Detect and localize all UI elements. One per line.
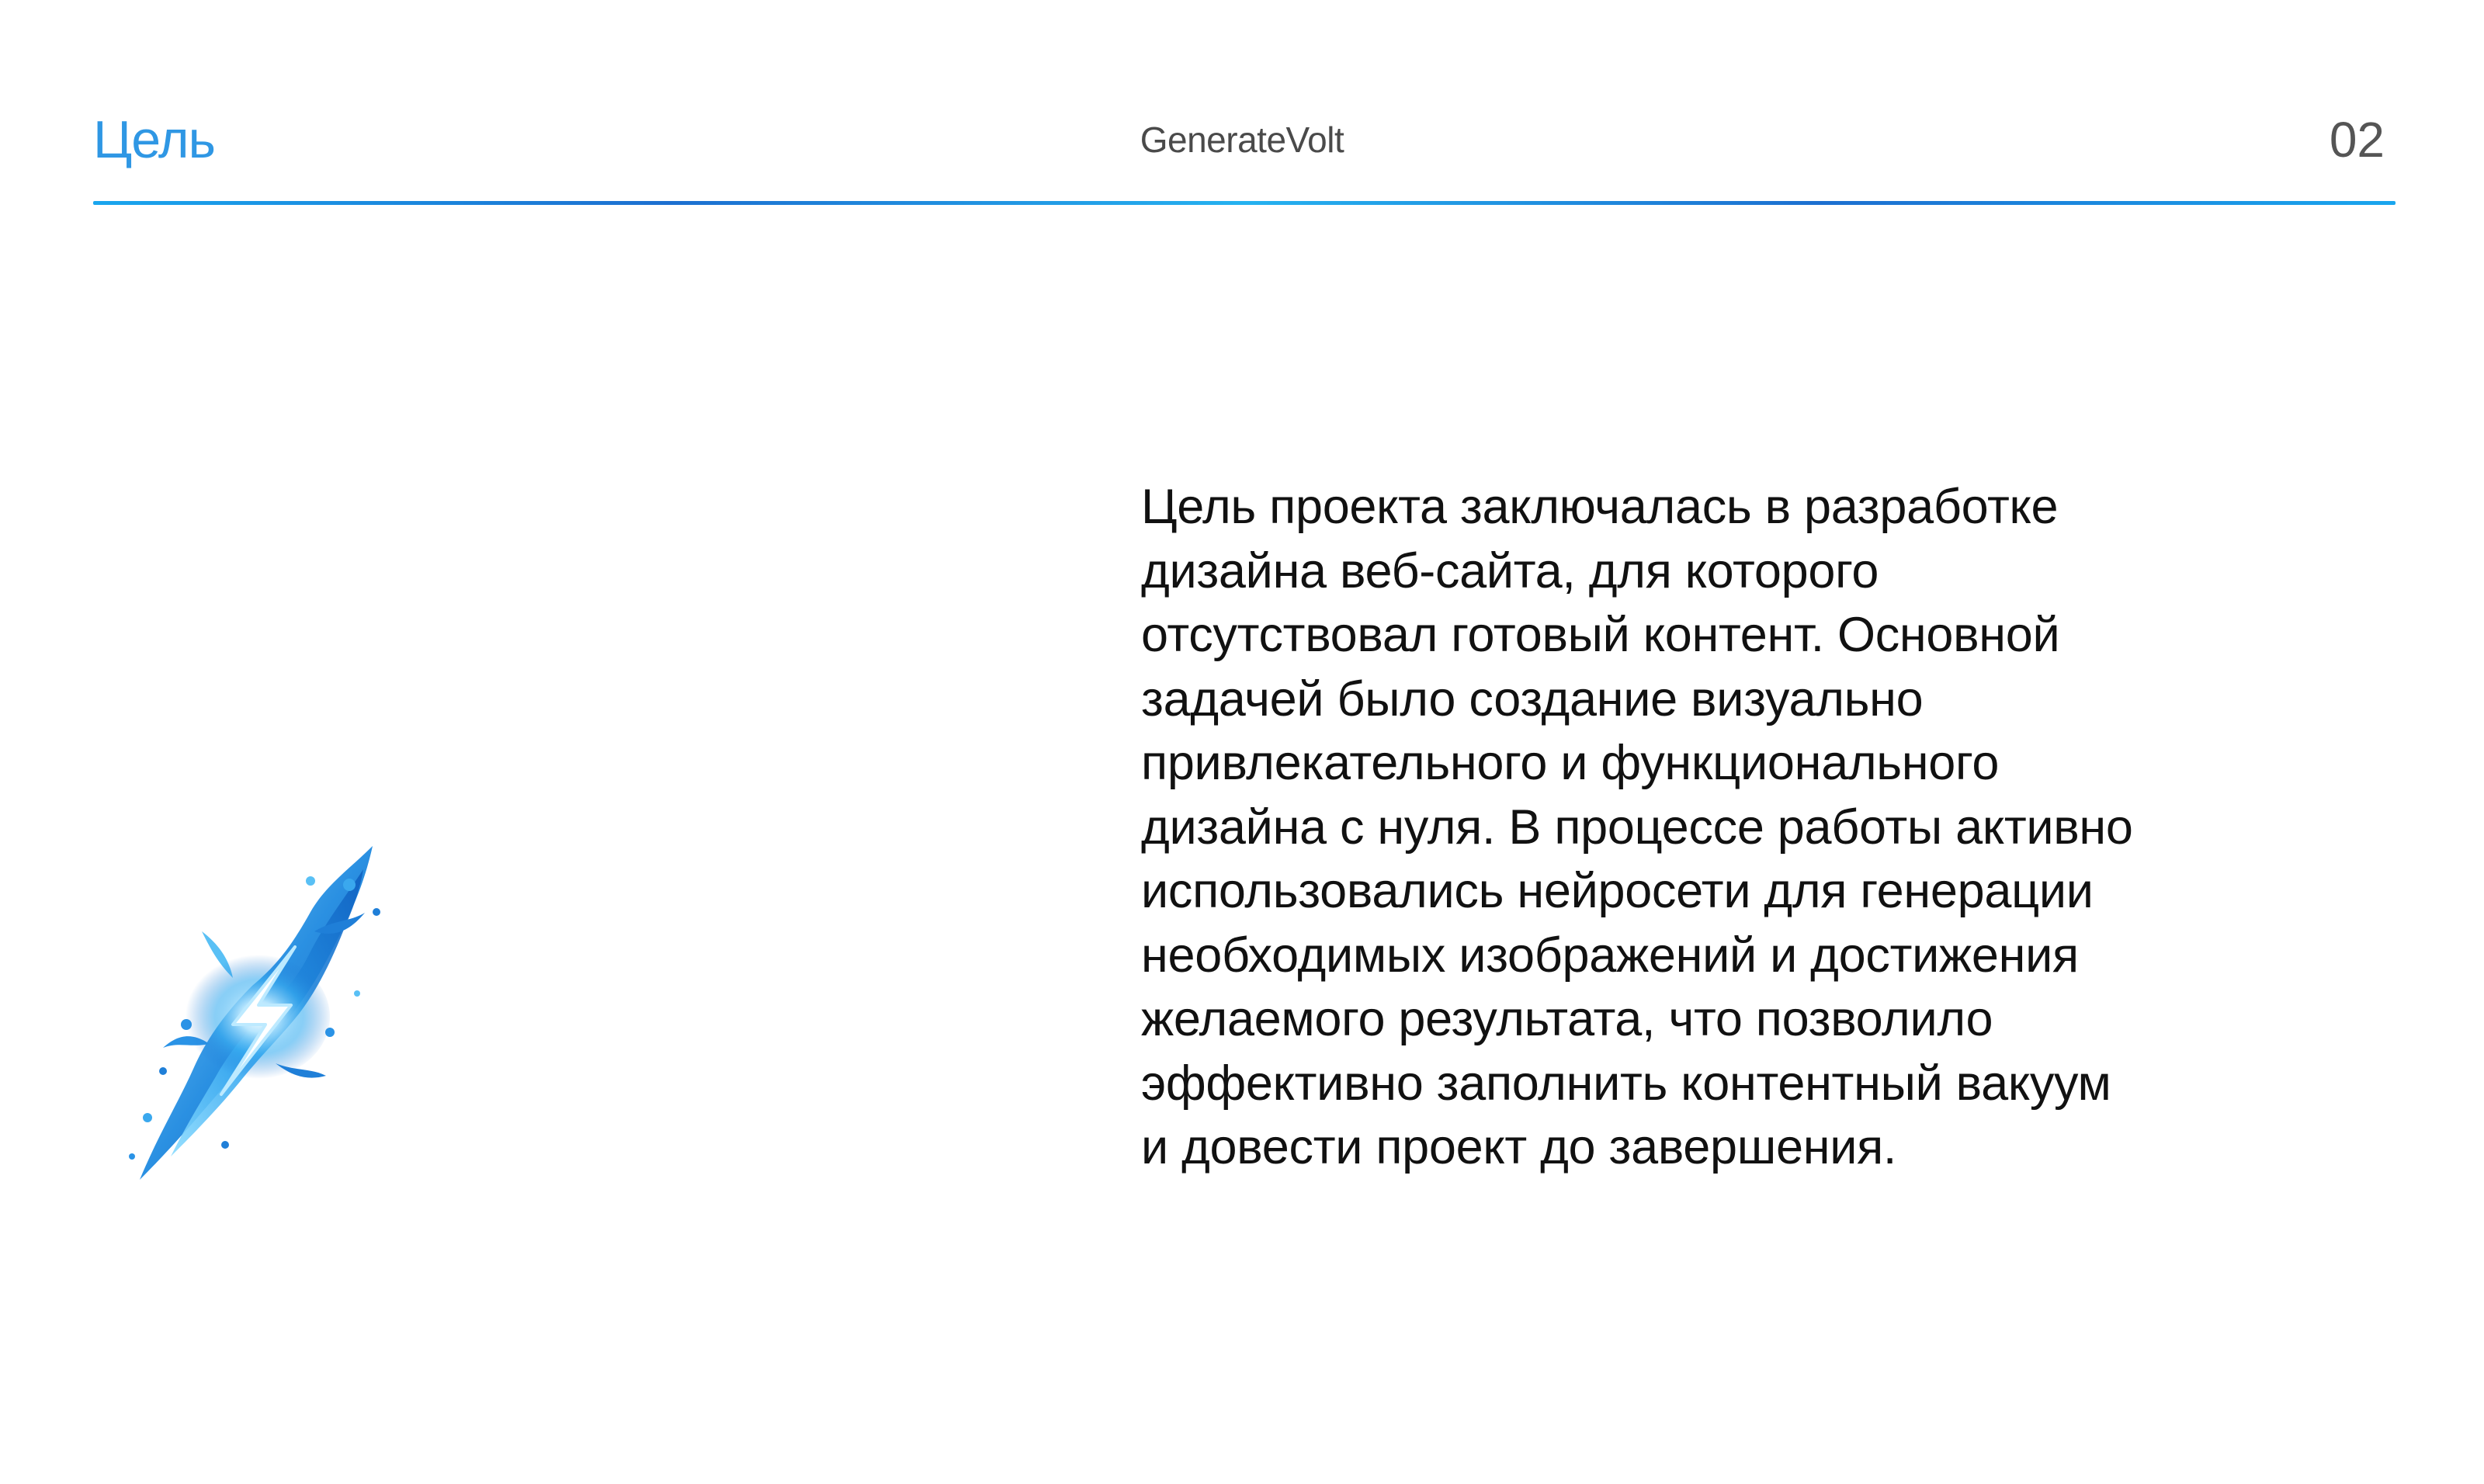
goal-description: Цель проекта заключалась в разработке дизайна веб-сайта, для которого отсутствовал готовый контент. Основной задачей было создание визуально привлекательного и функционального дизайна с нуля. В процессе работы активно использовались нейросети для генерации необходимых изображений и достижения желаемого результата, что позволило эффективно заполнить контентный вакуум и довести проект до завершения.	[1141, 480, 2133, 1174]
page-number: 02	[2329, 112, 2385, 168]
brand-name: GenerateVolt	[1140, 120, 1344, 160]
lightning-bolt-splash-icon	[116, 838, 396, 1188]
header-divider	[93, 201, 2396, 205]
slide-header	[0, 0, 2484, 210]
section-title: Цель	[93, 110, 215, 169]
